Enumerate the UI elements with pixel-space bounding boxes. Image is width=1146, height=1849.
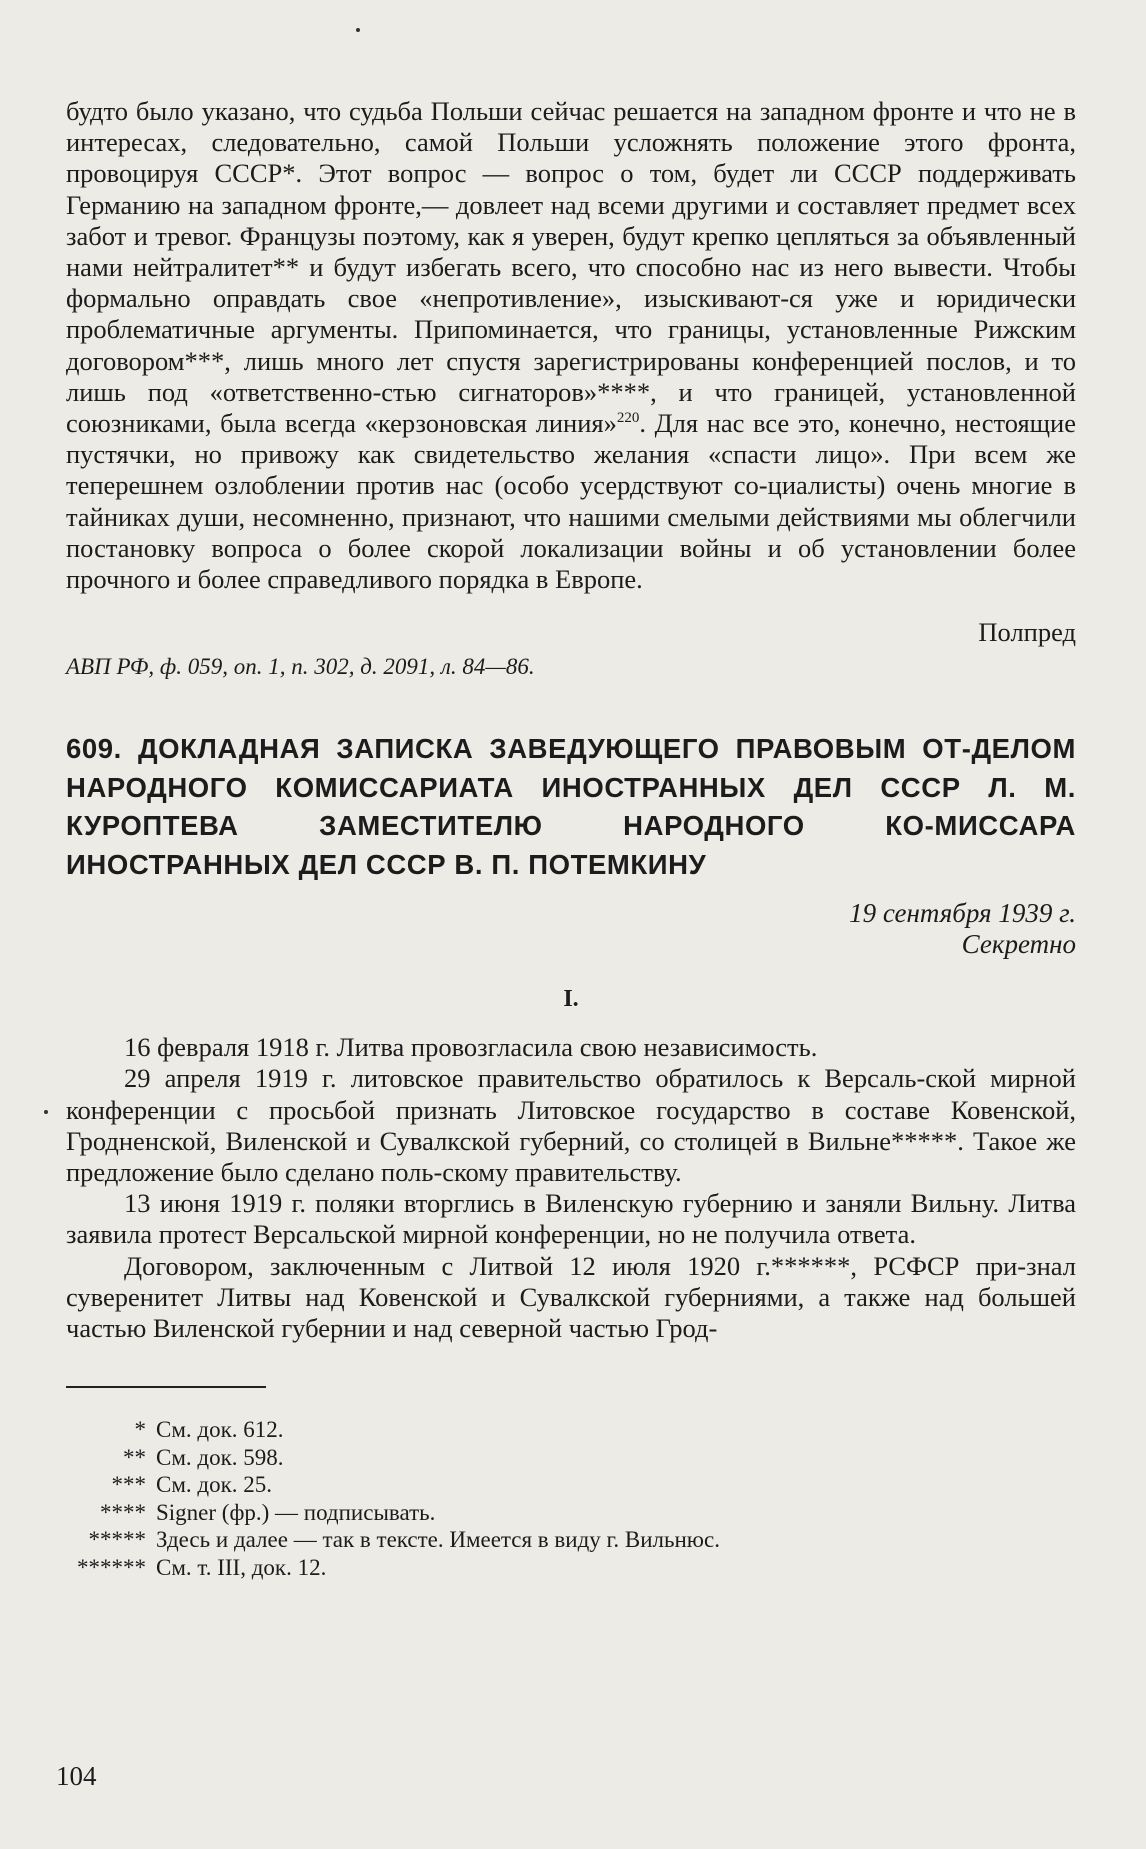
footnote	[66, 1554, 1076, 1582]
footnote	[66, 1526, 1076, 1554]
footnotes	[66, 1416, 1076, 1581]
footnote-mark: ***	[111, 1472, 146, 1498]
document-paragraph-4: Договором, заключенным с Литвой 12 июля 1920 г.******, РСФСР при-знал суверенитет Литвы над Ковенской и Сувалкской губерниями, а также над большей частью Виленской губернии и над северной частью Грод-	[66, 1250, 1076, 1344]
document-paragraph-2: 29 апреля 1919 г. литовское правительство обратилось к Версаль-ской мирной конференции с просьбой признать Литовское государство в составе Ковенской, Гродненской, Виленской и Сувалкской губерний, со столицей в Вильне*****. Такое же предложение было сделано поль-скому правительству.	[66, 1063, 1076, 1188]
paper-speck	[44, 1110, 48, 1114]
paper-speck	[356, 28, 360, 32]
footnote-text: Здесь и далее — так в тексте. Имеется в виду г. Вильнюс.	[156, 1527, 720, 1553]
footnote	[66, 1416, 1076, 1444]
footnote-text: См. док. 612.	[156, 1417, 284, 1443]
body-paragraph	[66, 96, 1076, 595]
endnote-ref-220: 220	[616, 410, 640, 427]
document-heading: 609. ДОКЛАДНАЯ ЗАПИСКА ЗАВЕДУЮЩЕГО ПРАВОВЫМ ОТ-ДЕЛОМ НАРОДНОГО КОМИССАРИАТА ИНОСТРАННЫХ ДЕЛ СССР Л. М. КУРОПТЕВА ЗАМЕСТИТЕЛЮ НАРОДНОГО КО-МИССАРА ИНОСТРАННЫХ ДЕЛ СССР В. П. ПОТЕМКИНУ	[66, 733, 1076, 880]
footnote-mark: *****	[88, 1527, 146, 1553]
document-date: 19 сентября 1939 г.	[849, 898, 1076, 929]
footnote-text: См. т. III, док. 12.	[156, 1554, 327, 1580]
footnote-mark: ******	[77, 1554, 146, 1580]
footnote-mark: **	[123, 1444, 146, 1470]
page-number: 104	[56, 1761, 97, 1791]
footnote-text: См. док. 25.	[156, 1472, 273, 1498]
footnote	[66, 1471, 1076, 1499]
section-number: I.	[563, 986, 579, 1013]
body-text-part-2: . Для нас все это, конечно, нестоящие пустячки, но привожу как свидетельство желания «спасти лицо». При всем же теперешнем озлоблении против нас (особо усердствуют со-циалисты) очень многие в тайниках души, несомненно, признают, что нашими смелыми действиями мы облегчили постановку вопроса о более скорой локализации войны и об установлении более прочного и более справедливого порядка в Европе.	[66, 408, 1076, 595]
footnote-mark: ****	[100, 1499, 146, 1525]
body-text-part-1: будто было указано, что судьба Польши сейчас решается на западном фронте и что не в интересах, следовательно, самой Польши усложнять положение этого фронта, провоцируя СССР*. Этот вопрос — вопрос о том, будет ли СССР поддерживать Германию на западном фронте,— довлеет над всеми другими и составляет предмет всех забот и тревог. Французы поэтому, как я уверен, будут крепко цепляться за объявленный нами нейтралитет** и будут избегать всего, что способно нас из него вывести. Чтобы формально оправдать свое «непротивление», изыскивают-ся уже и юридически проблематичные аргументы. Припоминается, что границы, установленные Рижским договором***, лишь много лет спустя зарегистрированы конференцией послов, и то лишь под «ответственно-стью сигнаторов»****, и что границей, установленной союзниками, была всегда «керзоновская линия»	[66, 96, 1076, 439]
document-paragraph-1: 16 февраля 1918 г. Литва провозгласила свою независимость.	[124, 1032, 818, 1063]
footnote-divider	[66, 1386, 266, 1388]
archive-reference: АВП РФ, ф. 059, оп. 1, п. 302, д. 2091, л. 84—86.	[66, 654, 535, 680]
footnote-text: См. док. 598.	[156, 1444, 284, 1470]
signer: Полпред	[978, 617, 1076, 648]
document-classification: Секретно	[961, 929, 1076, 960]
footnote-text: Signer (фр.) — подписывать.	[156, 1499, 436, 1525]
document-paragraph-3: 13 июня 1919 г. поляки вторглись в Виленскую губернию и заняли Вильну. Литва заявила протест Версальской мирной конференции, но не получила ответа.	[66, 1188, 1076, 1250]
footnote	[66, 1444, 1076, 1472]
footnote	[66, 1499, 1076, 1527]
page-content	[66, 96, 1076, 1581]
footnote-mark: *	[134, 1417, 146, 1443]
